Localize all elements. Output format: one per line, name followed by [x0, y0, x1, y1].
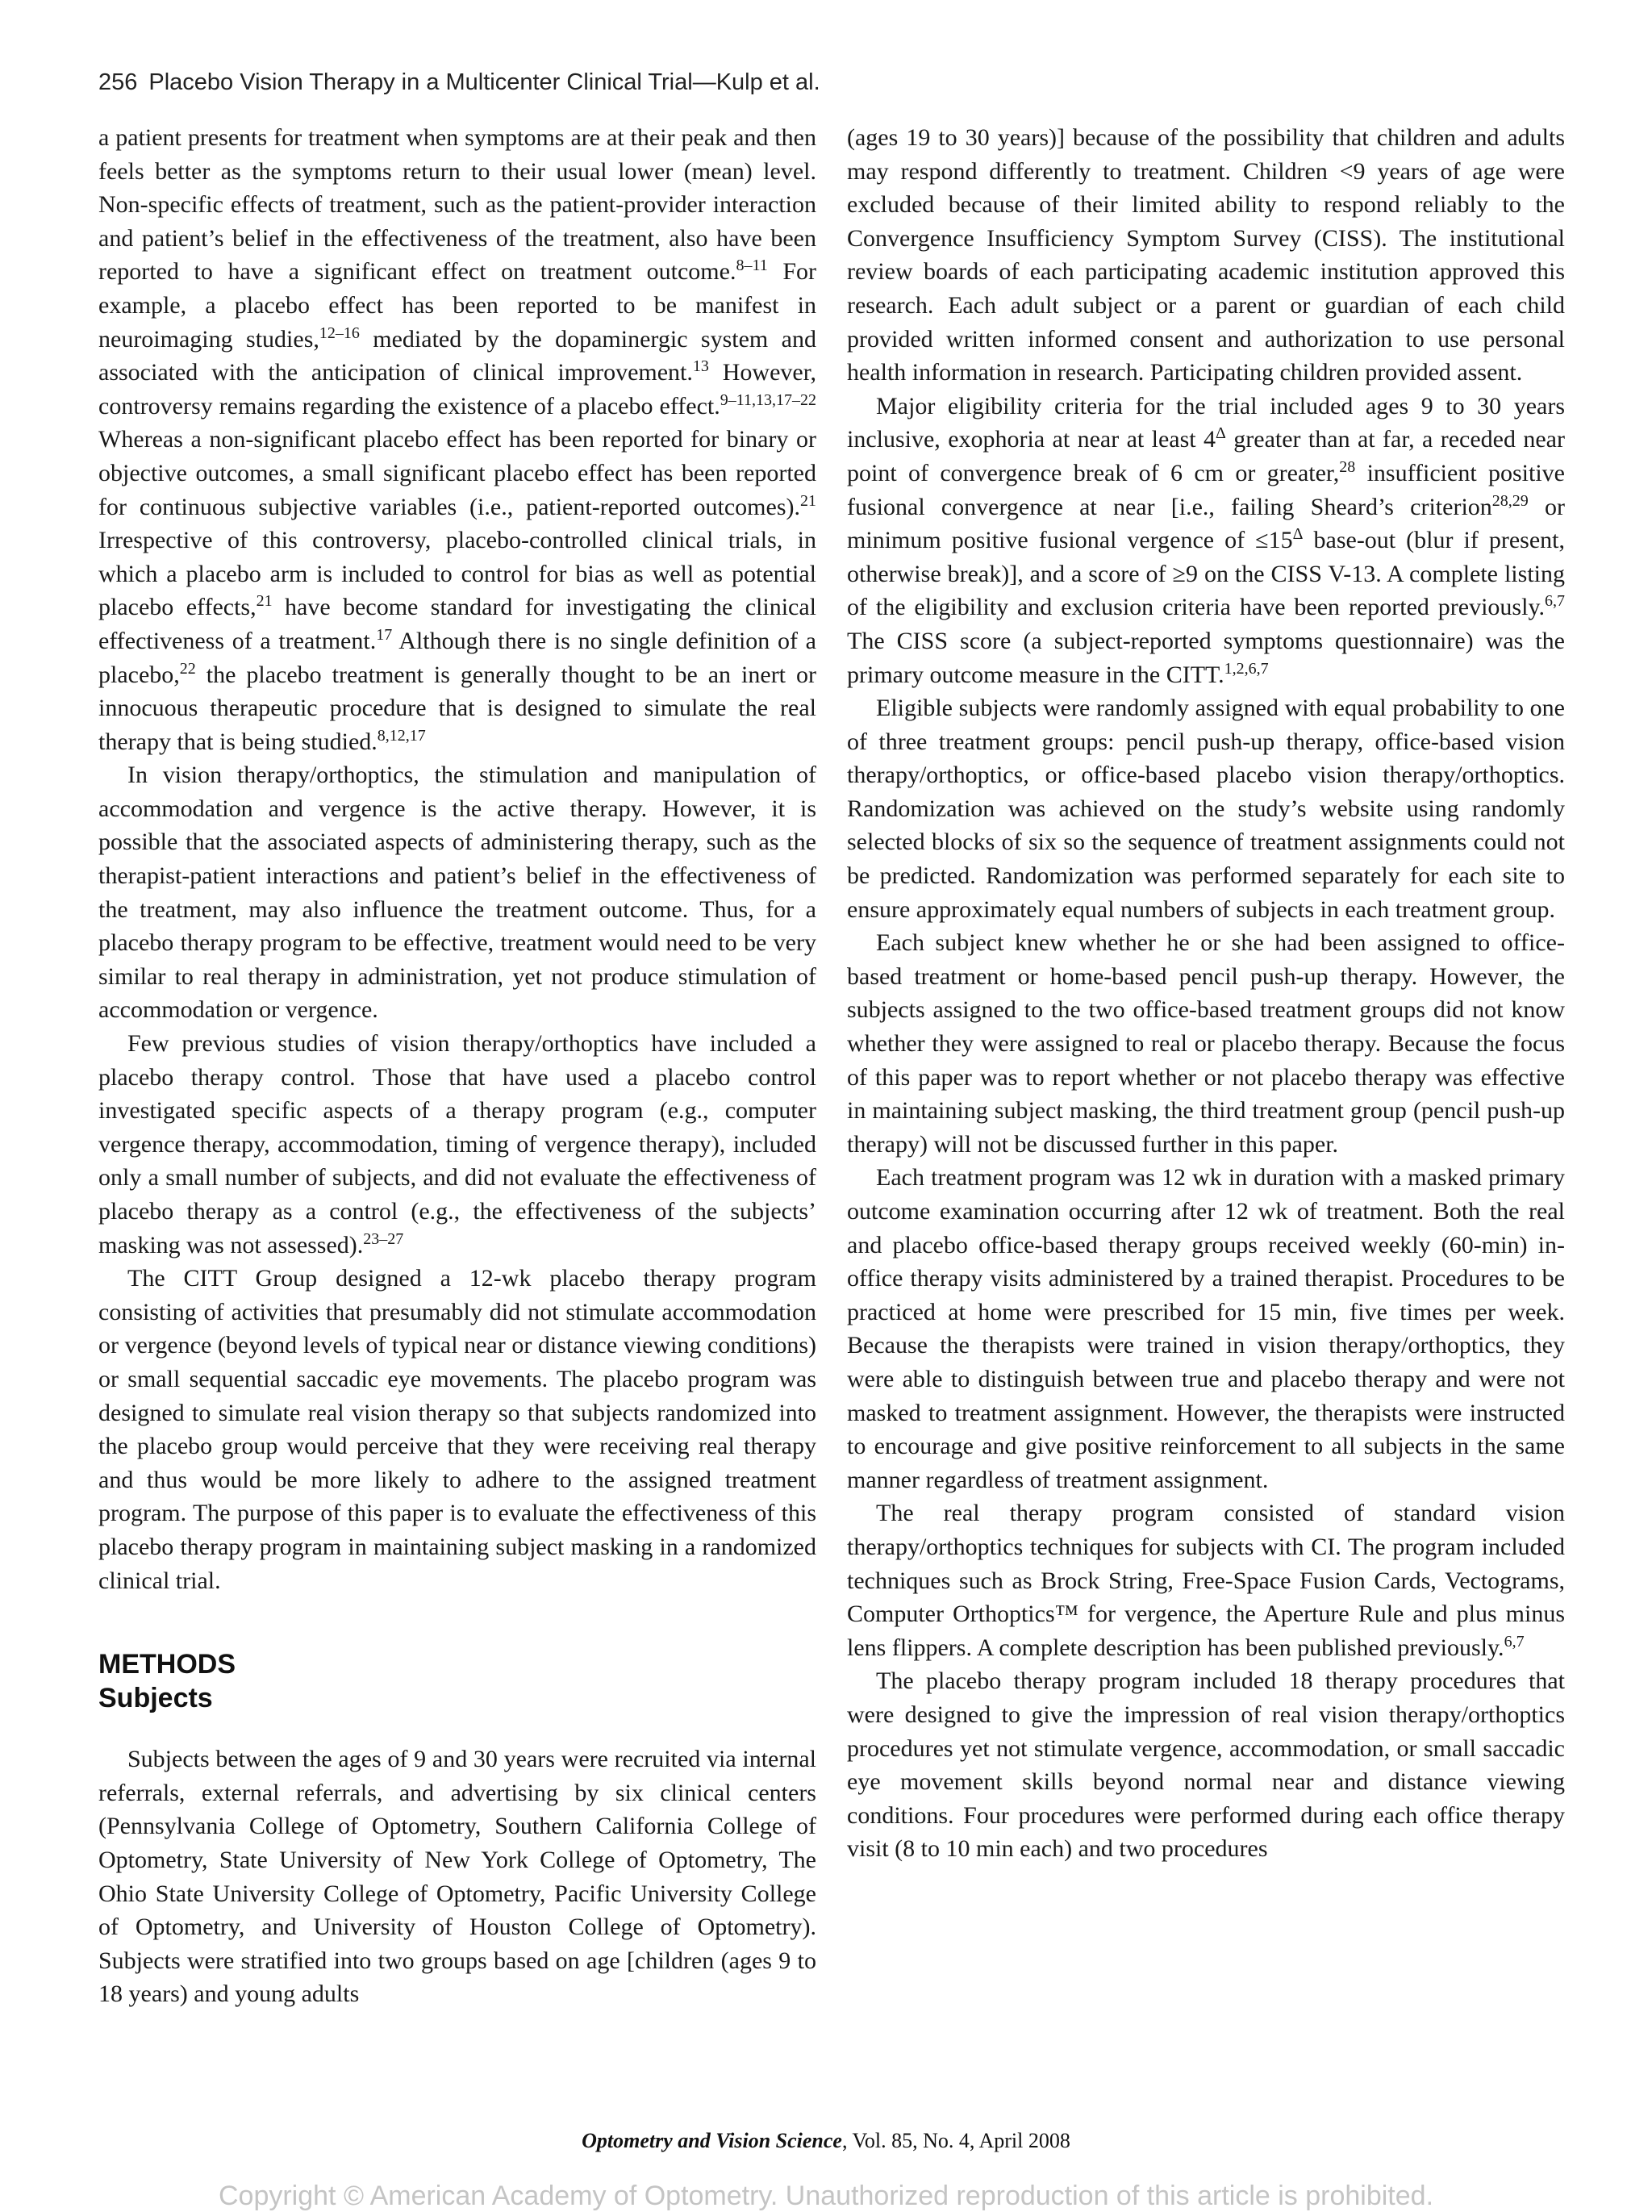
subsection-heading: Subjects [98, 1683, 213, 1714]
page-number: 256 [98, 69, 138, 95]
copyright-notice: Copyright © American Academy of Optometry. Unauthorized reproduction of this article is prohibited. [218, 2181, 1434, 2211]
left-column [98, 121, 816, 2011]
paragraph: Each treatment program was 12 wk in duration with a masked primary outcome examination occurring after 12 wk of treatment. Both the real and placebo office-based therapy groups received weekly (60-min) in-office therapy visits administered by a trained therapist. Procedures to be practiced at home were prescribed for 15 min, five times per week. Because the therapists were trained in vision therapy/orthoptics, they were able to distinguish between true and placebo therapy and were not masked to treatment assignment. However, the therapists were instructed to encourage and give positive reinforcement to all subjects in the same manner regardless of treatment assignment. [847, 1164, 1565, 1493]
running-title: Placebo Vision Therapy in a Multicenter Clinical Trial—Kulp et al. [148, 69, 820, 95]
running-header [98, 69, 1575, 96]
citation: , Vol. 85, No. 4, April 2008 [841, 2129, 1070, 2152]
paragraph: The placebo therapy program included 18 therapy procedures that were designed to give the impression of real vision therapy/orthoptics procedures yet not stimulate vergence, accommodation, or small saccadic eye movement skills beyond normal near and distance viewing conditions. Four procedures were performed during each office therapy visit (8 to 10 min each) and two procedures [847, 1667, 1565, 1863]
paragraph: (ages 19 to 30 years)] because of the possibility that children and adults may respond differently to treatment. Children <9 years of age were excluded because of their limited ability to respond reliably to the Convergence Insufficiency Symptom Survey (CISS). The institutional review boards of each participating academic institution approved this research. Each adult subject or a parent or guardian of each child provided written informed consent and authorization to use personal health information in research. Participating children provided assent. [847, 124, 1565, 386]
paragraph: a patient presents for treatment when symptoms are at their peak and then feels better as the symptoms return to their usual lower (mean) level. Non-specific effects of treatment, such as the patient-provider interaction and patient’s belief in the effectiveness of the treatment, also have been reported to have a significant effect on treatment outcome.$^{8-11}$ For example, a placebo effect has been reported to be manifest in neuroimaging studies,$^{12-16}$ mediated by the dopaminergic system and associated with the anticipation of clinical improvement.$^{13}$ However, controversy remains regarding the existence of a placebo effect.$^{9-11,13,17-22}$ Whereas a non-significant placebo effect has been reported for binary or objective outcomes, a small significant placebo effect has been reported for continuous subjective variables (i.e., patient-reported outcomes).$^{21}$ Irrespective of this controversy, placebo-controlled clinical trials, in which a placebo arm is included to control for bias as well as potential placebo effects,$^{21}$ have become standard for investigating the clinical effectiveness of a treatment.$^{17}$ Although there is no single definition of a placebo,$^{22}$ the placebo treatment is generally thought to be an inert or innocuous therapeutic procedure that is designed to simulate the real therapy that is being studied.$^{8,12,17}$ [98, 124, 816, 755]
paragraph: The CITT Group designed a 12-wk placebo therapy program consisting of activities that presumably did not stimulate accommodation or vergence (beyond levels of typical near or distance viewing conditions) or small sequential saccadic eye movements. The placebo program was designed to simulate real vision therapy so that subjects randomized into the placebo group would perceive that they were receiving real therapy and thus would be more likely to adhere to the assigned treatment program. The purpose of this paper is to evaluate the effectiveness of this placebo therapy program in maintaining subject masking in a randomized clinical trial. [98, 1265, 816, 1594]
journal-footer [0, 2129, 1652, 2153]
paragraph: In vision therapy/orthoptics, the stimulation and manipulation of accommodation and vergence is the active therapy. However, it is possible that the associated aspects of administering therapy, such as the therapist-patient interactions and patient’s belief in the effectiveness of the treatment, may also influence the treatment outcome. Thus, for a placebo therapy program to be effective, treatment would need to be very similar to real therapy in administration, yet not produce stimulation of accommodation or vergence. [98, 762, 816, 1024]
paragraph: Subjects between the ages of 9 and 30 years were recruited via internal referrals, external referrals, and advertising by six clinical centers (Pennsylvania College of Optometry, Southern California College of Optometry, State University of New York College of Optometry, The Ohio State University College of Optometry, Pacific University College of Optometry, and University of Houston College of Optometry). Subjects were stratified into two groups based on age [children (ages 9 to 18 years) and young adults [98, 1746, 816, 2008]
paragraph: Each subject knew whether he or she had been assigned to office-based treatment or home-based pencil push-up therapy. However, the subjects assigned to the two office-based treatment groups did not know whether they were assigned to real or placebo therapy. Because the focus of this paper was to report whether or not placebo therapy was effective in maintaining subject masking, the third treatment group (pencil push-up therapy) will not be discussed further in this paper. [847, 929, 1565, 1158]
paragraph: Eligible subjects were randomly assigned with equal probability to one of three treatment groups: pencil push-up therapy, office-based vision therapy/orthoptics, or office-based placebo vision therapy/orthoptics. Randomization was achieved on the study’s website using randomly selected blocks of six so the sequence of treatment assignments could not be predicted. Randomization was performed separately for each site to ensure approximately equal numbers of subjects in each treatment group. [847, 695, 1565, 923]
right-column [847, 121, 1565, 1866]
paragraph: Major eligibility criteria for the trial included ages 9 to 30 years inclusive, exophoria at near at least $4^\Delta$ greater than at far, a receded near point of convergence break of 6 cm or greater,$^{28}$ insufficient positive fusional convergence at near [i.e., failing Sheard’s criterion$^{28,29}$ or minimum positive fusional vergence of $\le 15^\Delta$ base-out (blur if present, otherwise break)], and a score of ≥9 on the CISS V-13. A complete listing of the eligibility and exclusion criteria have been reported previously.$^{6,7}$ The CISS score (a subject-reported symptoms questionnaire) was the primary outcome measure in the CITT.$^{1,2,6,7}$ [847, 392, 1565, 688]
journal-name: Optometry and Vision Science [582, 2129, 842, 2152]
section-heading: METHODS [98, 1649, 236, 1680]
paragraph: Few previous studies of vision therapy/orthoptics have included a placebo therapy control. Those that have used a placebo control investigated specific aspects of a therapy program (e.g., computer vergence therapy, accommodation, timing of vergence therapy), included only a small number of subjects, and did not evaluate the effectiveness of placebo therapy as a control (e.g., the effectiveness of the subjects’ masking was not assessed).$^{23-27}$ [98, 1030, 816, 1258]
paragraph: The real therapy program consisted of standard vision therapy/orthoptics techniques for subjects with CI. The program included techniques such as Brock String, Free-Space Fusion Cards, Vectograms, Computer Orthoptics™ for vergence, the Aperture Rule and plus minus lens flippers. A complete description has been published previously.$^{6,7}$ [847, 1500, 1565, 1661]
